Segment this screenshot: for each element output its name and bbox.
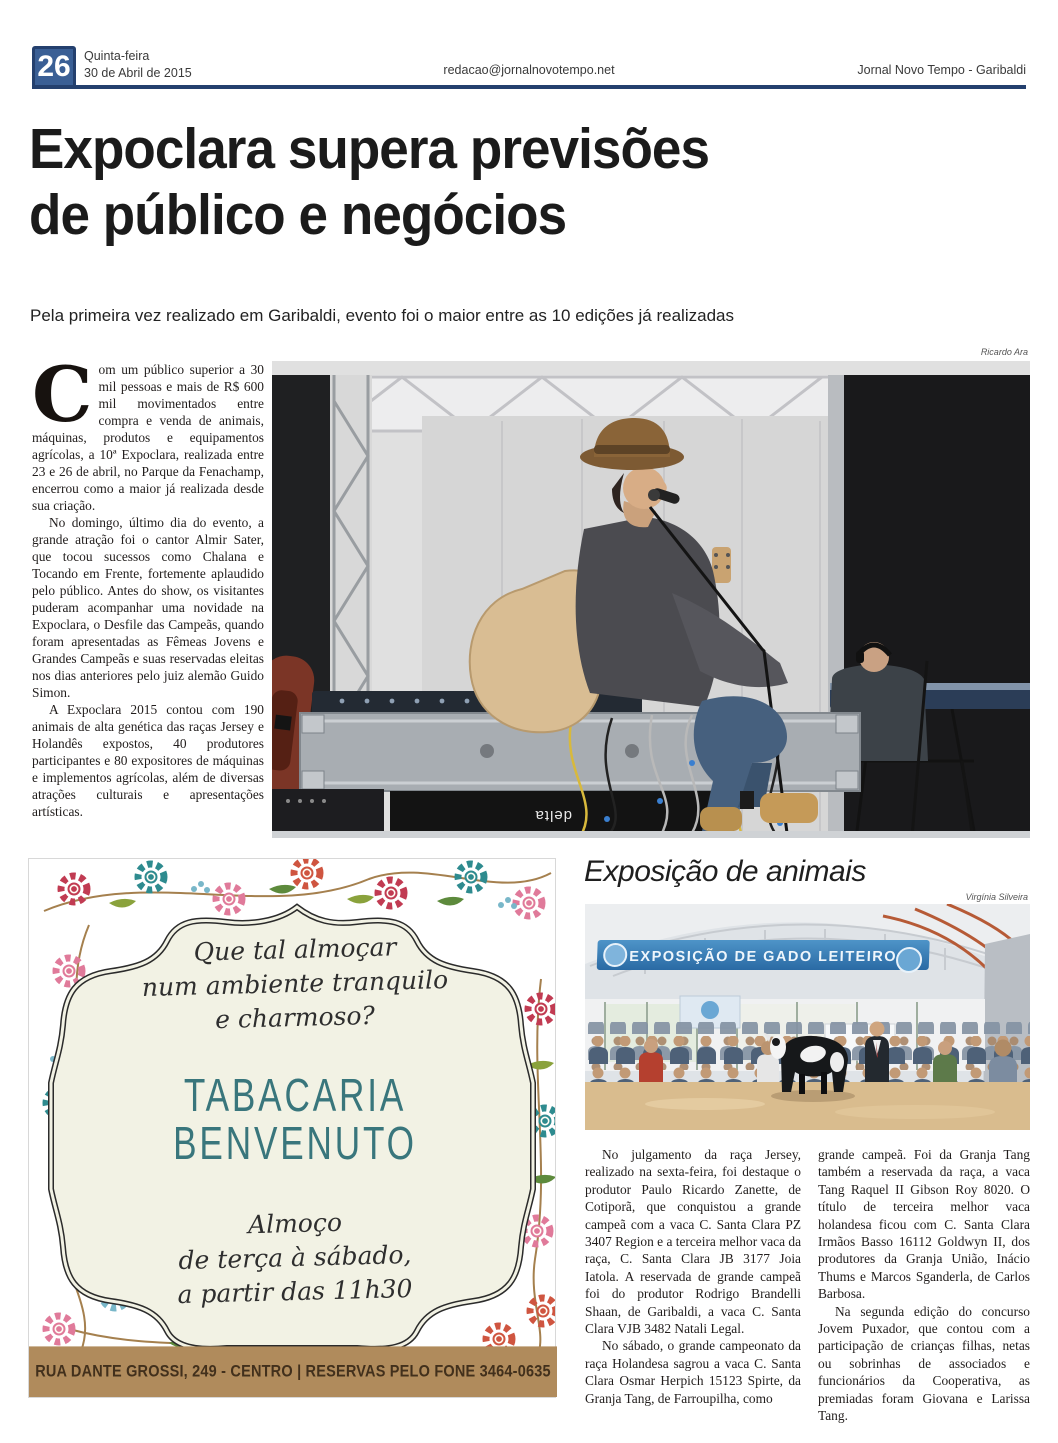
ad-tagline-line-3: e charmoso?	[214, 1000, 376, 1035]
article-paragraph-1	[32, 350, 264, 514]
weekday-label: Quinta-feira	[84, 49, 150, 63]
banner-text: EXPOSIÇÃO DE GADO LEITEIRO	[628, 949, 898, 965]
stage-photo-credit: Ricardo Ara	[980, 347, 1028, 357]
article-body-column	[32, 350, 264, 820]
date-label: 30 de Abril de 2015	[84, 66, 192, 80]
case-brand-label: delta	[534, 807, 572, 824]
ad-brand-line-1: TABACARIA	[183, 1069, 407, 1121]
animals-photo-credit: Virgínia Silveira	[965, 892, 1028, 902]
ad-info-line-2: de terça à sábado,	[178, 1239, 412, 1276]
stage-photo	[272, 361, 1030, 838]
tabacaria-ad	[28, 858, 556, 1398]
article-paragraph-3: A Expoclara 2015 contou com 190 animais de alta genética das raças Jersey e Holandês expostos, 40 produtores participantes e 80 expositores de máquinas e implementos agrícolas, além de diversas atrações culturais e apresentações artísticas.	[32, 702, 264, 819]
redaction-email: redacao@jornalnovotempo.net	[443, 63, 615, 77]
animals-col1-paragraph-1: No julgamento da raça Jersey, realizado na sexta-feira, foi destaque o produtor Paulo Ricardo Zanette, de Cotiporã, que conquistou a grande campeã com a vaca C. Santa Clara PZ 3407 Region e a terceira melhor vaca da raça, C. Santa Clara JB 3177 Joia Iatola. A reservada de grande campeã foi do produtor Rodrigo Brandelli Shaan, de Garibaldi, a vaca C. Santa Clara VJB 3482 Natali Legal.	[585, 1147, 802, 1337]
ad-address-bar: RUA DANTE GROSSI, 249 - CENTRO | RESERVAS PELO FONE 3464-0635	[29, 1346, 557, 1397]
article-subhead: Pela primeira vez realizado em Garibaldi, evento foi o maior entre as 10 edições já realizadas	[30, 306, 734, 325]
paragraph-text: om um público superior a 30 mil pessoas e mais de R$ 600 mil movimentados entre compra e venda de animais, máquinas, produtos e equipamentos agrícolas, a 10ª Expoclara, realizada entre 23 e 26 de abril, no Parque da Fenachamp, encerrou como a maior já realizada desde sua criação.	[32, 362, 264, 513]
ad-tagline-line-1: Que tal almoçar	[193, 932, 397, 967]
animals-col1-paragraph-2: No sábado, o grande campeonato da raça Holandesa sagrou a vaca C. Santa Clara Osmar Herpich 15123 Spirte, da Granja Tang, de Farroupilha, como	[585, 1338, 801, 1406]
ad-info-line-3: a partir das 11h30	[177, 1273, 413, 1310]
article-paragraph-2: No domingo, último dia do evento, a grande atração foi o cantor Almir Sater, que tocou sucessos como Chalana e Tocando em Frente, fortemente aplaudido pelo público. Antes do show, os visitantes puderam acompanhar uma novidade na Expoclara, o Desfile das Campeãs, quando foram apresentadas as Fêmeas Jovens e Grandes Campeãs e suas reservadas eleitas nos dias anteriores pelo juiz alemão Guido Simon.	[32, 515, 264, 700]
page-number-badge: 26	[32, 46, 76, 88]
headline-line-2: de público e negócios	[29, 183, 567, 248]
header-rule	[32, 85, 1026, 89]
animals-text-column-2	[818, 1146, 1030, 1425]
animals-section-title: Exposição de animais	[584, 855, 866, 888]
animals-photo	[585, 904, 1030, 1130]
article-headline	[29, 116, 792, 248]
ad-tagline-line-2: num ambiente tranquilo	[141, 964, 449, 1003]
ad-brand-line-2: BENVENUTO	[173, 1117, 417, 1169]
ad-info-line-1: Almoço	[247, 1207, 343, 1240]
headline-line-1: Expoclara supera previsões	[29, 117, 710, 181]
animals-col2-paragraph-2: Na segunda edição do concurso Jovem Puxador, que contou com a participação de crianças filhas, netas ou sobrinhas de associados e funcionários da Cooperativa, as premiadas foram Giovana e Larissa Tang.	[818, 1303, 1030, 1424]
masthead-label: Jornal Novo Tempo - Garibaldi	[857, 63, 1026, 77]
drop-cap: C	[32, 350, 93, 439]
animals-col2-paragraph-1: grande campeã. Foi da Granja Tang também a reservada da raça, a vaca Tang Raquel II Gibson Roy 8020. O título de terceira melhor vaca holandesa ficou com C. Santa Clara Irmãos Basso 16112 Goldwyn II, dos produtores da Granja União, Inácio Thums e Marcos Sganderla, de Carlos Barbosa.	[818, 1147, 1030, 1302]
animals-text-column-1	[585, 1146, 801, 1407]
